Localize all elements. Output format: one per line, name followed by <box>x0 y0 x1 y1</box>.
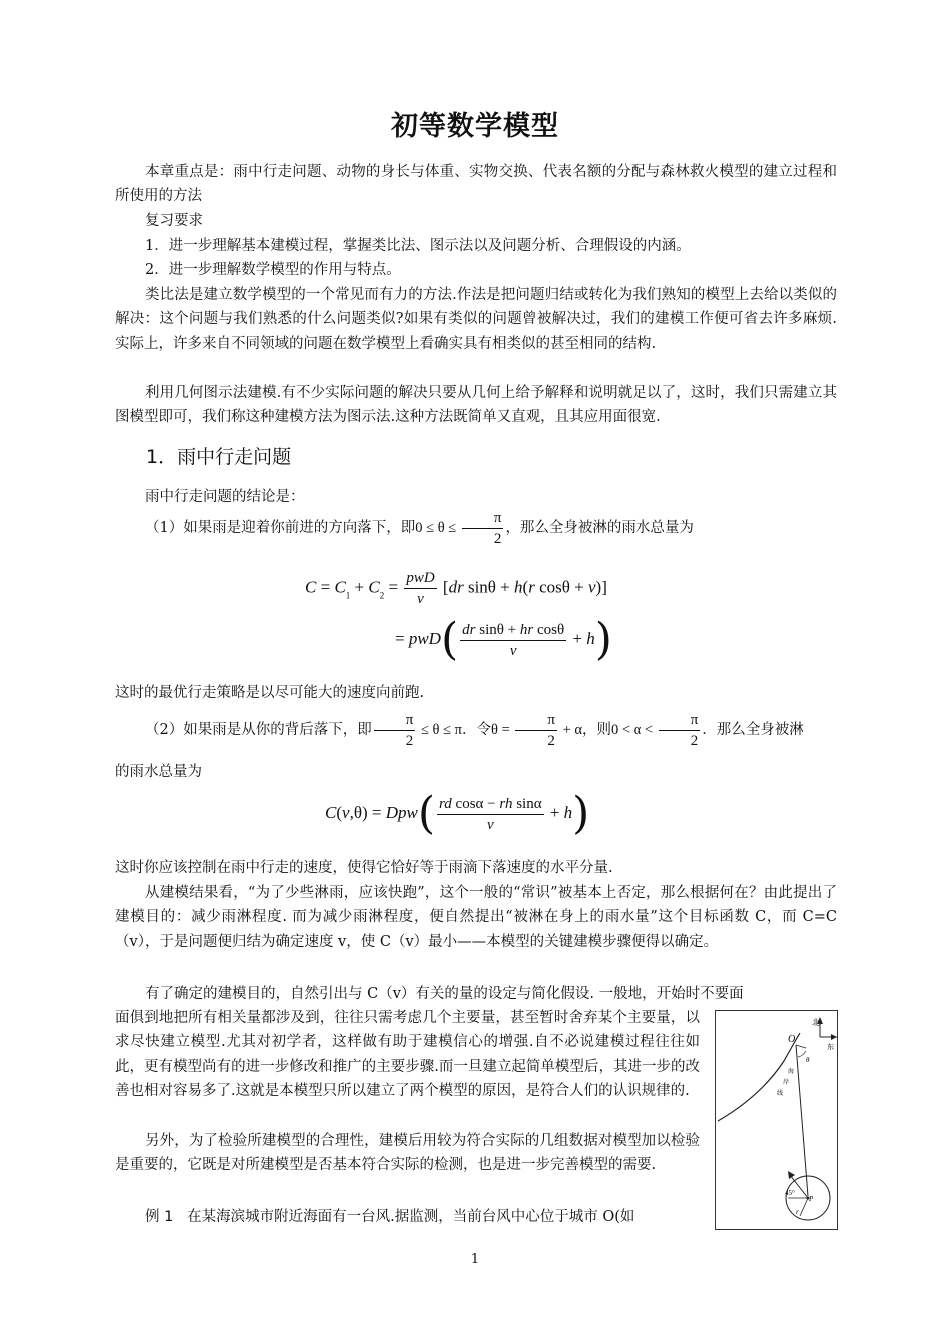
equation-rain-total-2: C(v,θ) = Dpw( $\frac{\text{rd cosα − rh sinα}}{v}$ + h) <box>325 788 590 839</box>
typhoon-figure <box>715 1010 838 1230</box>
case1-inequality: 0 ≤ θ ≤ $\frac{\pi}{2}$ <box>415 510 502 547</box>
example-1-label: 例 1 <box>145 1209 174 1225</box>
coast-char-2: 岸 <box>783 1079 790 1086</box>
radius-line <box>800 1198 808 1216</box>
typhoon-center <box>807 1197 810 1200</box>
origin-label: O <box>788 1034 796 1045</box>
result-paragraph: 从建模结果看，“为了少些淋雨，应该快跑”，这个一般的“常识”被基本上否定，那么根据何在？由此提出了建模目的：减少雨淋程度. 而为减少雨淋程度，便自然提出“被淋在身上的雨水量”这个目标函数 C，而 C=C（v），于是问题便归结为确定速度 v，使 C（v）最小——本模型的关键建模步骤便得以确定。 <box>115 885 837 950</box>
case1-text-a: （1）如果雨是迎着你前进的方向落下，即 <box>145 519 416 536</box>
case1-line <box>115 508 837 549</box>
equation-rain-total-1b: = pwD( $\frac{\text{dr sinθ + hr cosθ}}{v}$ + h) <box>395 614 612 665</box>
case2-line-continued: 的雨水总量为 <box>115 764 202 780</box>
case2-text-d: ．那么全身被淋 <box>702 721 804 738</box>
angle-label: 45° <box>785 1189 795 1197</box>
case2-line <box>115 710 837 751</box>
case2-text-b: ．令 <box>462 721 491 738</box>
assumption-paragraph-line1: 有了确定的建模目的，自然引出与 C（v）有关的量的设定与简化假设. 一般地，开始时不要面 <box>145 986 744 1002</box>
point-label: P <box>809 1195 814 1203</box>
case2-alpha-range: 0 < α < $\frac{\pi}{2}$ <box>610 712 699 749</box>
o-to-p-line <box>796 1045 808 1196</box>
intro-review-heading: 复习要求 <box>145 213 203 229</box>
case2-text-c: ，则 <box>581 721 611 738</box>
coast-char-3: 线 <box>777 1090 784 1097</box>
east-arrow-head <box>831 1034 837 1040</box>
theta-arc <box>798 1051 806 1057</box>
section-heading-rain-walking: 1．雨中行走问题 <box>146 446 292 468</box>
coastline <box>718 1033 800 1121</box>
coast-char-1: 海 <box>788 1068 795 1075</box>
equation-rain-total-1: $C = C_1 + C_2$ = $\frac{\text{pwD}}{v}$ [dr sinθ + h(r cosθ + v)] <box>305 570 607 607</box>
strategy-2-line: 这时你应该控制在雨中行走的速度，使得它恰好等于雨滴下落速度的水平分量. <box>115 860 613 876</box>
example-1-text: 在某海滨城市附近海面有一台风.据监测，当前台风中心位于城市 O(如 <box>187 1209 635 1225</box>
strategy-1-line: 这时的最优行走策略是以尽可能大的速度向前跑. <box>115 685 425 701</box>
north-label: 北 <box>812 1018 820 1027</box>
case1-text-b: ，那么全身被淋的雨水总量为 <box>505 519 694 536</box>
verification-paragraph: 另外，为了检验所建模型的合理性，建模后用较为符合实际的几组数据对模型加以检验是重要的，它既是对所建模型是否基本符合实际的检测，也是进一步完善模型的需要. <box>115 1133 700 1174</box>
page-title: 初等数学模型 <box>391 111 559 142</box>
case2-inequality: $\frac{\pi}{2}$ ≤ θ ≤ π <box>372 722 462 738</box>
movement-arrow-head <box>788 1171 795 1179</box>
intro-analogy-paragraph: 类比法是建立数学模型的一个常见而有力的方法.作法是把问题归结或转化为我们熟知的模型上去给以类似的解决：这个问题与我们熟悉的什么问题类似?如果有类似的问题曾被解决过，我们的建模工作便可省去许多麻烦.实际上，许多来自不同领域的问题在数学模型上看确实具有相类似的甚至相同的结构. <box>115 287 837 352</box>
assumption-paragraph: 面俱到地把所有相关量都涉及到，往往只需考虑几个主要量，甚至暂时舍弃某个主要量，以求尽快建立模型.尤其对初学者，这样做有助于建模信心的增强.自不必说建模过程往往如此，更有模型尚有的进一步修改和推广的主要步骤.而一旦建立起简单模型后，其进一步的改善也相对容易多了.这就是本模型只所以建立了两个模型的原因，是符合人们的认识规律的. <box>115 1010 700 1100</box>
radius-label: r <box>796 1208 799 1216</box>
east-label: 东 <box>827 1043 834 1051</box>
example-1-line <box>115 1205 700 1229</box>
intro-review-item-2: 2．进一步理解数学模型的作用与特点。 <box>145 262 401 278</box>
rain-conclusion-line: 雨中行走问题的结论是： <box>145 489 305 505</box>
intro-graphic-paragraph: 利用几何图示法建模.有不少实际问题的解决只要从几何上给予解释和说明就足以了，这时，我们只需建立其图模型即可，我们称这种建模方法为图示法.这种方法既简单又直观，且其应用面很宽. <box>115 385 837 426</box>
case2-text-a: （2）如果雨是从你的背后落下，即 <box>145 721 372 738</box>
theta-label: θ <box>806 1056 810 1064</box>
north-reference-line <box>796 1045 806 1048</box>
intro-review-item-1: 1．进一步理解基本建模过程，掌握类比法、图示法以及问题分析、合理假设的内涵。 <box>145 238 691 254</box>
intro-paragraph-focus: 本章重点是：雨中行走问题、动物的身长与体重、实物交换、代表名额的分配与森林救火模型的建立过程和所使用的方法 <box>115 164 837 205</box>
case2-substitution: θ = $\frac{\pi}{2}$ + α <box>491 712 582 749</box>
typhoon-diagram <box>716 1011 837 1229</box>
page-number: 1 <box>470 1252 480 1267</box>
